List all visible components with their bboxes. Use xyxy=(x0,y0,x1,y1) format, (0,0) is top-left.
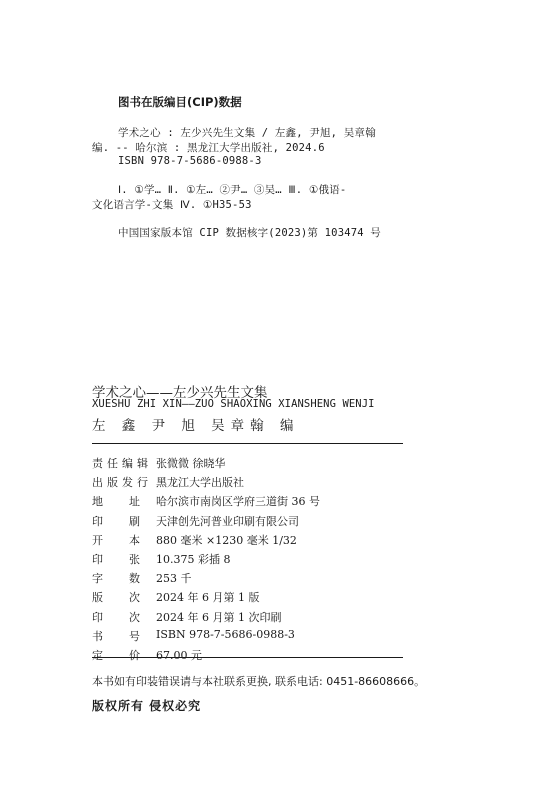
detail-label: 书 号 xyxy=(92,629,140,643)
detail-row xyxy=(92,474,244,494)
detail-value: 67.00 元 xyxy=(156,649,202,662)
detail-value: 880 毫米 ×1230 毫米 1/32 xyxy=(156,533,297,547)
detail-label: 责 任 编 辑 xyxy=(92,457,148,470)
book-authors: 左 鑫 尹 旭 吴章翰 编 xyxy=(92,418,300,434)
detail-value: 2024 年 6 月第 1 次印刷 xyxy=(156,610,282,624)
detail-row xyxy=(92,493,320,513)
detail-value: 哈尔滨市南岗区学府三道街 36 号 xyxy=(156,495,320,509)
replacement-notice: 本书如有印装错误请与本社联系更换, 联系电话: 0451-86608666。 xyxy=(92,675,426,688)
cip-line-6: 中国国家版本馆 CIP 数据核字(2023)第 103474 号 xyxy=(118,227,382,239)
cip-title: 图书在版编目(CIP)数据 xyxy=(118,95,242,109)
detail-label: 出 版 发 行 xyxy=(92,476,148,490)
detail-row xyxy=(92,589,259,609)
detail-label: 印 刷 xyxy=(92,514,140,528)
detail-row xyxy=(92,609,281,629)
detail-row xyxy=(92,551,230,571)
top-rule xyxy=(92,443,403,444)
detail-label: 开 本 xyxy=(92,533,140,547)
detail-value: 黑龙江大学出版社 xyxy=(156,476,244,490)
detail-row xyxy=(92,513,299,533)
bottom-rule xyxy=(92,657,403,658)
cip-line-4: Ⅰ. ①学… Ⅱ. ①左… ②尹… ③吴… Ⅲ. ①俄语- xyxy=(118,184,347,196)
detail-label: 地 址 xyxy=(92,495,140,509)
detail-label: 印 张 xyxy=(92,553,140,566)
detail-row xyxy=(92,455,226,475)
detail-value: 张微微 徐晓华 xyxy=(156,457,226,470)
detail-value: 253 千 xyxy=(156,572,192,586)
detail-value: 天津创先河普业印刷有限公司 xyxy=(156,514,299,528)
copyright-notice: 版权所有 侵权必究 xyxy=(92,699,202,713)
detail-row xyxy=(92,532,297,552)
cip-line-2: 编. -- 哈尔滨 : 黑龙江大学出版社, 2024.6 xyxy=(92,142,325,154)
detail-row xyxy=(92,628,295,648)
cip-line-1: 学术之心 : 左少兴先生文集 / 左鑫, 尹旭, 吴章翰 xyxy=(118,127,376,139)
detail-label: 字 数 xyxy=(92,572,140,586)
detail-value: ISBN 978-7-5686-0988-3 xyxy=(156,627,295,641)
detail-label: 印 次 xyxy=(92,610,140,624)
cip-line-5: 文化语言学-文集 Ⅳ. ①H35-53 xyxy=(92,199,252,211)
detail-label: 版 次 xyxy=(92,591,140,605)
cip-line-3: ISBN 978-7-5686-0988-3 xyxy=(118,155,262,167)
book-pinyin-title: XUESHU ZHI XIN——ZUO SHAOXING XIANSHENG WENJI xyxy=(92,398,375,410)
detail-label: 定 价 xyxy=(92,649,140,662)
detail-value: 2024 年 6 月第 1 版 xyxy=(156,591,260,605)
book-title: 学术之心——左少兴先生文集 xyxy=(92,385,268,401)
detail-row xyxy=(92,570,192,590)
detail-value: 10.375 彩插 8 xyxy=(156,553,231,566)
